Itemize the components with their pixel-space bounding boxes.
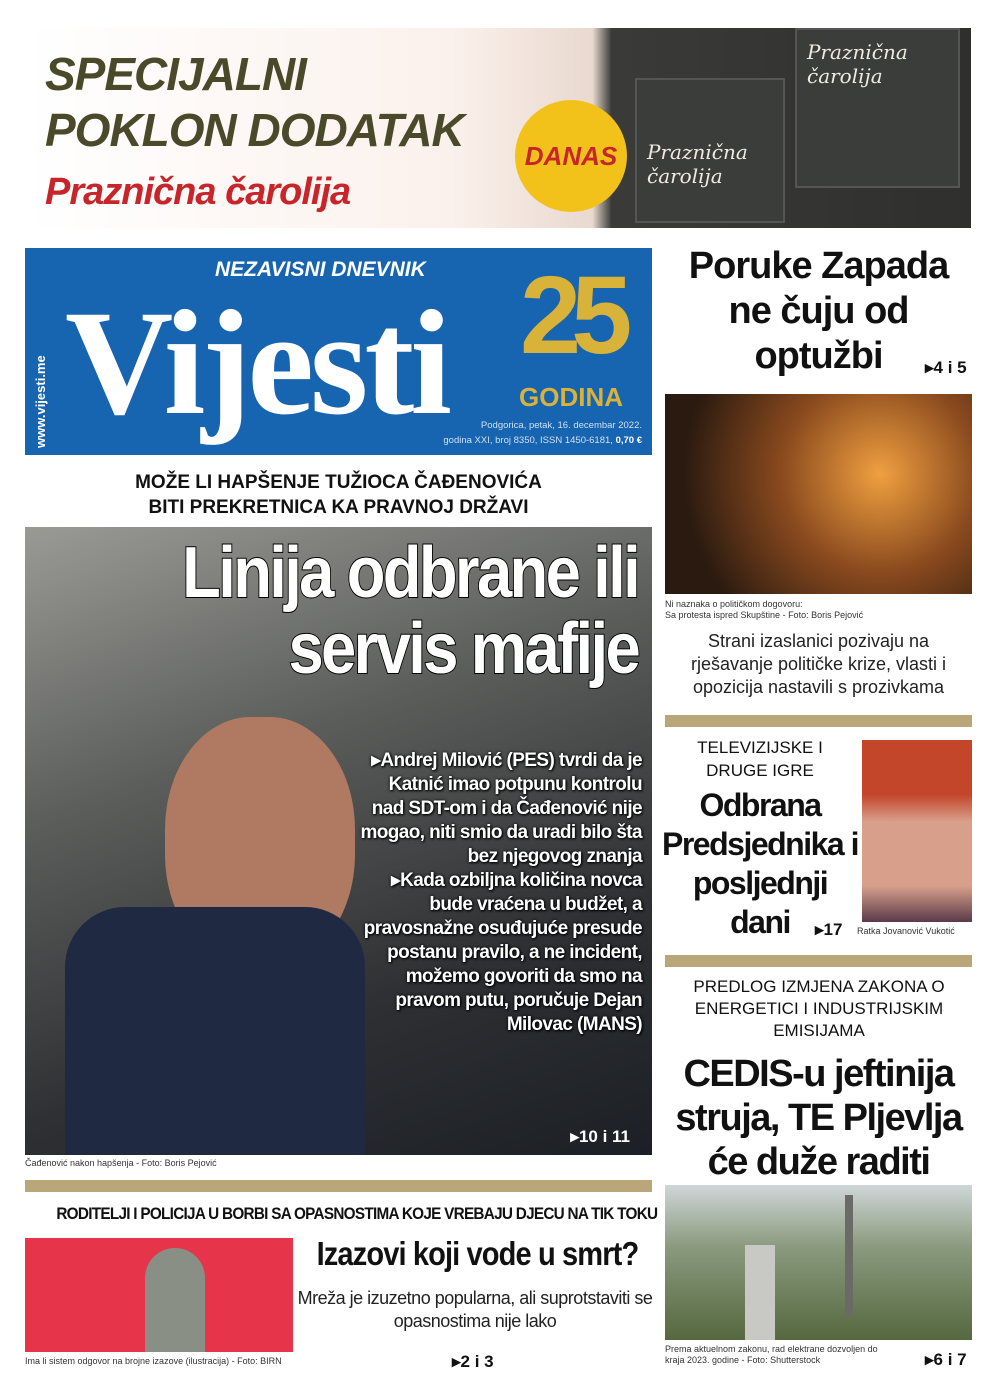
lead-kicker: MOŽE LI HAPŠENJE TUŽIOCA ČAĐENOVIĆA BITI PREKRETNICA KA PRAVNOJ DRŽAVI	[135, 472, 542, 518]
ad-line3: Praznična čarolija	[45, 171, 351, 213]
west-caption: Ni naznaka o političkom dogovoru: Sa protesta ispred Skupštine - Foto: Boris Pejović	[665, 599, 864, 620]
date: Podgorica, petak, 16. decembar 2022.	[480, 420, 642, 431]
ad-book-cover: Praznična čarolija	[795, 28, 960, 188]
lead-headline[interactable]: Linija odbrane ili servis mafije	[182, 533, 638, 689]
tiktok-pages[interactable]: ▸2 i 3	[452, 1352, 494, 1371]
divider	[665, 955, 972, 967]
energy-kicker: PREDLOG IZMJENA ZAKONA O ENERGETICI I INDUSTRIJSKIM EMISIJAMA	[693, 977, 945, 1040]
energy-caption: Prema aktuelnom zakonu, rad elektrane dozvoljen do kraja 2023. godine - Foto: Shutterstock	[665, 1344, 878, 1365]
west-photo[interactable]	[665, 394, 972, 594]
ad-banner[interactable]	[25, 28, 971, 228]
lead-pages[interactable]: ▸10 i 11	[570, 1127, 630, 1146]
tagline: NEZAVISNI DNEVNIK	[215, 258, 426, 281]
tiktok-illustration[interactable]	[25, 1238, 293, 1352]
energy-headline[interactable]: CEDIS-u jeftinija struja, TE Pljevlja će duže raditi	[675, 1053, 962, 1183]
person-coat	[65, 907, 365, 1155]
ad-line2: POKLON DODATAK	[45, 104, 464, 156]
tv-pages[interactable]: ▸17	[815, 920, 843, 939]
tv-headline[interactable]: Odbrana Predsjednika i posljednji dani	[662, 787, 858, 940]
tiktok-kicker: RODITELJI I POLICIJA U BORBI SA OPASNOSTIMA KOJE VREBAJU DJECU NA TIK TOKU	[56, 1204, 658, 1223]
tiktok-headline[interactable]: Izazovi koji vode u smrt?	[316, 1235, 639, 1272]
tiktok-text: Mreža je izuzetno popularna, ali suprotstaviti se opasnostima nije lako	[297, 1288, 653, 1331]
lead-caption: Čađenović nakon hapšenja - Foto: Boris Pejović	[25, 1158, 217, 1168]
anniversary-number: 25	[520, 254, 623, 377]
side-url: www.vijesti.me	[33, 355, 48, 448]
ad-line1: SPECIJALNI	[45, 48, 306, 100]
west-pages[interactable]: ▸4 i 5	[925, 358, 967, 377]
tiktok-caption: Ima li sistem odgovor na brojne izazove (ilustracija) - Foto: BIRN	[25, 1356, 282, 1366]
anniversary-label: GODINA	[519, 382, 623, 412]
ad-book-cover: Praznična čarolija	[635, 78, 785, 223]
west-text: Strani izaslanici pozivaju na rješavanje političke krize, vlasti i opozicija nastavili s prozivkama	[690, 631, 947, 697]
tv-photo[interactable]	[862, 740, 972, 922]
masthead	[25, 248, 652, 455]
lead-photo[interactable]	[25, 527, 652, 1155]
west-headline[interactable]: Poruke Zapada ne čuju od optužbi	[688, 245, 949, 377]
issue-info: godina XXI, broj 8350, ISSN 1450-6181, 0,70 €	[443, 435, 642, 446]
lead-bullets: ▸Andrej Milović (PES) tvrdi da je Katnić imao potpunu kontrolu nad SDT-om i da Čađenović nije mogao, niti smio da uradi bilo šta bez njegovog znanja ▸Kada ozbiljna količina novca bude vraćena u budžet, a pravosnažne osuđujuće presude postanu pravilo, a ne incident, možemo govoriti da smo na pravom putu, poručuje Dejan Milovac (MANS)	[360, 750, 642, 1035]
divider	[25, 1180, 652, 1192]
newspaper-logo: Vijesti	[65, 280, 448, 446]
tv-kicker: TELEVIZIJSKE I DRUGE IGRE	[697, 738, 823, 780]
energy-pages[interactable]: ▸6 i 7	[925, 1350, 967, 1369]
danas-badge: DANAS	[515, 100, 627, 212]
divider	[665, 715, 972, 727]
energy-photo[interactable]	[665, 1185, 972, 1340]
tv-caption: Ratka Jovanović Vukotić	[857, 926, 955, 936]
